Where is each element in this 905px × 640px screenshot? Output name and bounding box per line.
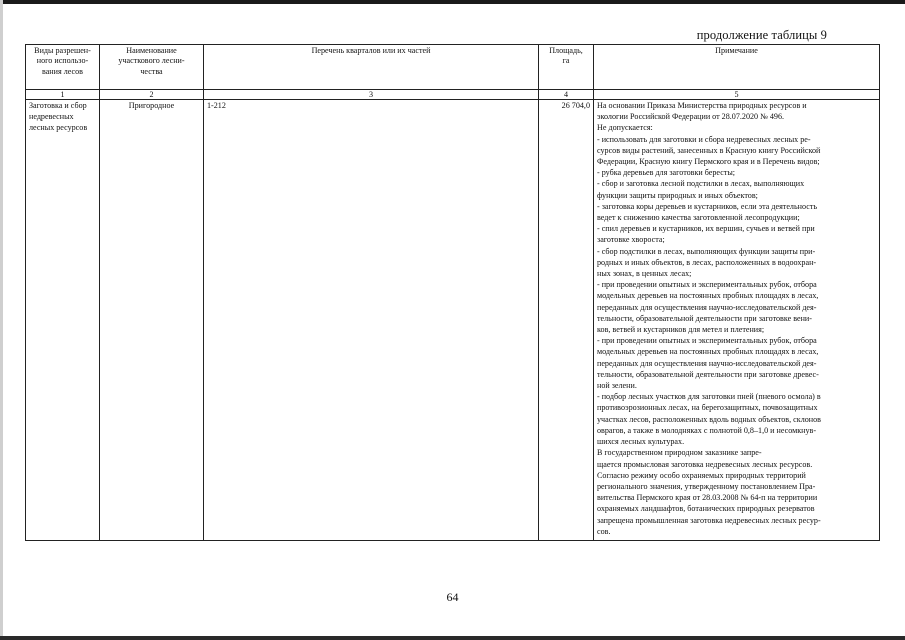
column-number: 2: [100, 90, 204, 100]
area-cell: 26 704,0: [539, 100, 594, 541]
column-header-quarters: Перечень кварталов или их частей: [204, 45, 539, 90]
note-line: ков, ветвей и кустарников для метел и плетения;: [597, 325, 765, 335]
column-header-forestry: Наименование участкового лесни- чества: [100, 45, 204, 90]
quarters-cell: 1-212: [204, 100, 539, 541]
note-line: оврагов, а также в молодняках с полнотой 0,8–1,0 и несомкнув-: [597, 425, 817, 435]
use-type-cell: Заготовка и сбор недревесных лесных ресурсов: [26, 100, 100, 541]
note-line: ной зелени.: [597, 381, 637, 391]
scan-edge-top: [0, 0, 905, 4]
note-line: На основании Приказа Министерства природных ресурсов и: [597, 101, 807, 110]
page-number: 64: [446, 590, 459, 604]
note-line: функции защиты природных и иных объектов;: [597, 190, 758, 200]
note-line: регионального значения, утвержденному постановлением Пра-: [597, 481, 816, 491]
note-line: ведет к снижению качества заготовленной лесопродукции;: [597, 213, 800, 223]
note-line: Федерации, Красную книгу Пермского края и в Перечень видов;: [597, 157, 820, 167]
column-number: 5: [594, 90, 880, 100]
forest-use-table: [25, 44, 880, 541]
note-cell: [594, 100, 880, 541]
note-line: - сбор подстилки в лесах, выполняющих функции защиты при-: [597, 246, 816, 256]
note-line: тельности, образовательной деятельности при заготовке вени-: [597, 313, 812, 323]
note-line: модельных деревьев на постоянных пробных площадях в лесах,: [597, 291, 819, 301]
note-line: щается промысловая заготовка недревесных лесных ресурсов.: [597, 459, 813, 469]
note-line: ных зонах, в ценных лесах;: [597, 269, 692, 279]
scan-edge-left: [0, 0, 3, 640]
table-continuation-caption: продолжение таблицы 9: [696, 28, 827, 42]
note-line: - при проведении опытных и экспериментальных рубок, отбора: [597, 280, 817, 290]
forestry-cell: Пригородное: [100, 100, 204, 541]
note-line: - спил деревьев и кустарников, их вершин, сучьев и ветвей при: [597, 224, 815, 234]
note-line: переданных для осуществления научно-исследовательской дея-: [597, 302, 817, 312]
column-number-row: [26, 90, 880, 100]
note-line: запрещена промышленная заготовка недревесных лесных ресур-: [597, 515, 821, 525]
column-number: 3: [204, 90, 539, 100]
note-line: охраняемых ландшафтов, ботанических природных резерватов: [597, 504, 815, 514]
column-header-area: Площадь, га: [539, 45, 594, 90]
note-line: Согласно режиму особо охраняемых природных территорий: [597, 470, 806, 480]
note-line: - при проведении опытных и экспериментальных рубок, отбора: [597, 336, 817, 346]
column-header-use-type: Виды разрешен- ного использо- вания лесов: [26, 45, 100, 90]
note-line: участках лесов, расположенных вдоль водных объектов, склонов: [597, 414, 821, 424]
note-line: Не допускается:: [597, 123, 653, 133]
note-line: экологии Российской Федерации от 28.07.2020 № 496.: [597, 112, 785, 122]
scan-edge-bottom: [0, 636, 905, 640]
note-line: переданных для осуществления научно-исследовательской дея-: [597, 358, 817, 368]
note-line: - подбор лесных участков для заготовки пней (пневого осмола) в: [597, 392, 821, 402]
note-line: - заготовка коры деревьев и кустарников, если эта деятельность: [597, 201, 818, 211]
note-line: заготовке хвороста;: [597, 235, 665, 245]
note-line: В государственном природном заказнике запре-: [597, 448, 762, 458]
note-line: родных и иных объектов, в лесах, расположенных в водоохран-: [597, 257, 817, 267]
note-line: - использовать для заготовки и сбора недревесных лесных ре-: [597, 134, 811, 144]
note-line: тельности, образовательной деятельности при заготовке древес-: [597, 369, 819, 379]
note-line: - рубка деревьев для заготовки бересты;: [597, 168, 736, 178]
note-line: модельных деревьев на постоянных пробных площадях в лесах,: [597, 347, 819, 357]
table-row: [26, 100, 880, 541]
note-line: противоэрозионных лесах, на берегозащитных, почвозащитных: [597, 403, 818, 413]
table-header-row: [26, 45, 880, 90]
note-line: сов.: [597, 526, 611, 536]
column-number: 1: [26, 90, 100, 100]
note-line: шихся лесных культурах.: [597, 437, 685, 447]
note-line: сурсов виды растений, занесенных в Красную книгу Российской: [597, 145, 821, 155]
note-line: - сбор и заготовка лесной подстилки в лесах, выполняющих: [597, 179, 805, 189]
column-header-note: Примечание: [594, 45, 880, 90]
column-number: 4: [539, 90, 594, 100]
note-line: вительства Пермского края от 28.03.2008 № 64-п на территории: [597, 493, 818, 503]
